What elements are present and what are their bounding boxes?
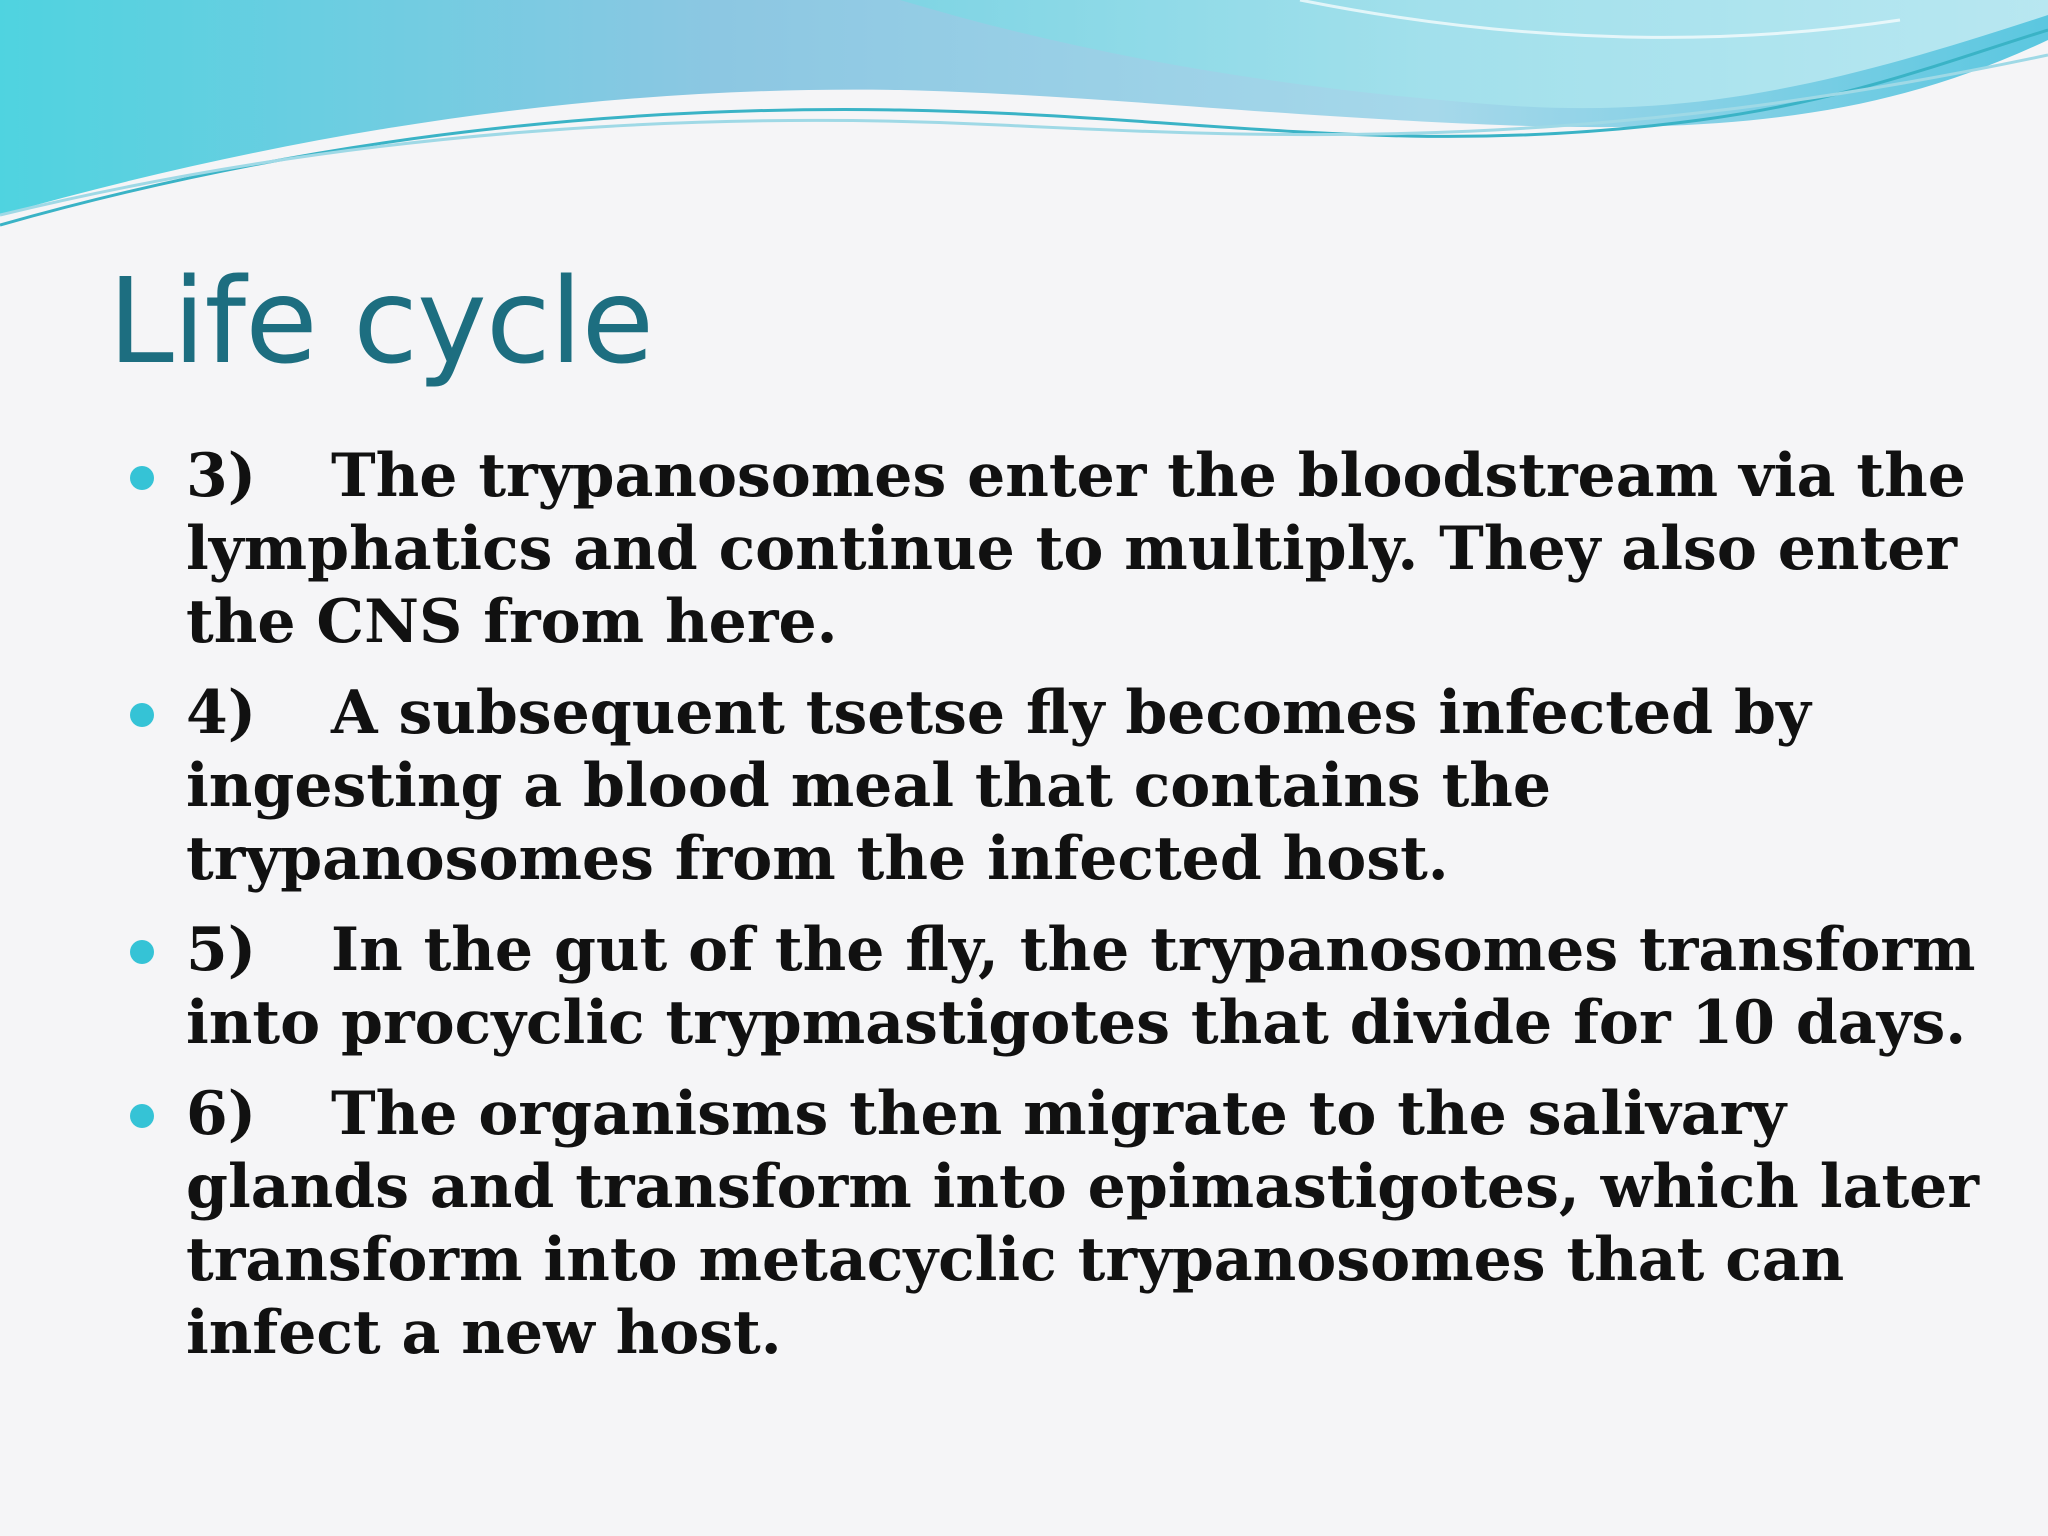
- bullet-number: 3): [186, 441, 257, 511]
- bullet-list: [130, 440, 2010, 1388]
- bullet-dot-icon: [130, 1104, 154, 1128]
- bullet-text: The organisms then migrate to the salivary glands and transform into epimastigotes, which later transform into metacyclic trypanosomes that can infect a new host.: [186, 1079, 1979, 1368]
- bullet-text: A subsequent tsetse fly becomes infected by ingesting a blood meal that contains the trypanosomes from the infected host.: [186, 678, 1811, 894]
- bullet-dot-icon: [130, 940, 154, 964]
- bullet-item-6: [130, 1078, 2010, 1370]
- bullet-number: 6): [186, 1079, 257, 1149]
- bullet-number: 4): [186, 678, 257, 748]
- bullet-item-4: [130, 677, 2010, 896]
- bullet-item-3: [130, 440, 2010, 659]
- slide-title: Life cycle: [108, 252, 654, 390]
- bullet-number: 5): [186, 915, 257, 985]
- bullet-item-5: [130, 914, 2010, 1060]
- bullet-dot-icon: [130, 466, 154, 490]
- bullet-text: In the gut of the fly, the trypanosomes transform into procyclic trypmastigotes that divide for 10 days.: [186, 915, 1976, 1058]
- header-wave-decoration: [0, 0, 2048, 240]
- bullet-dot-icon: [130, 703, 154, 727]
- bullet-text: The trypanosomes enter the bloodstream via the lymphatics and continue to multiply. They also enter the CNS from here.: [186, 441, 1966, 657]
